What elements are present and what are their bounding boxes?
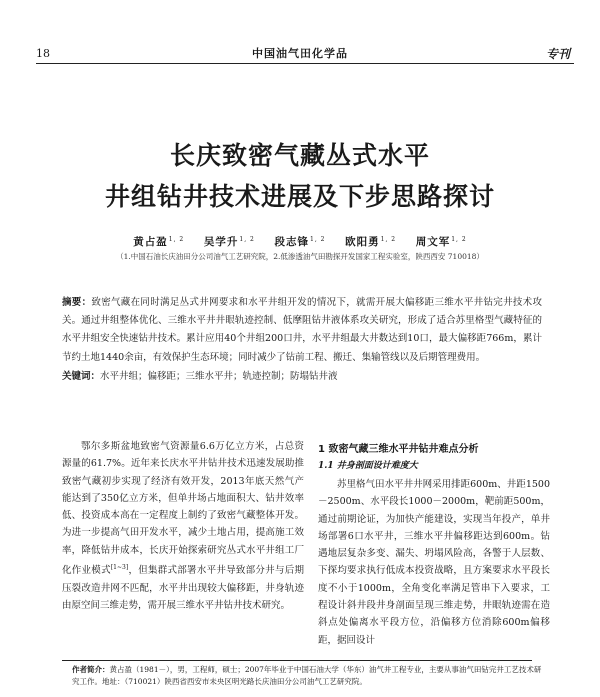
subsection-heading: 1.1 井身剖面设计难度大 (318, 461, 418, 471)
page-number: 18 (36, 47, 50, 60)
section-paragraph: 苏里格气田水平井井网采用排距600m、井距1500－2500m、水平段长1000－2000m，靶前距500m，通过前期论证，为加快产能建设，实现当年投产，单井场部署6口水平井，三维水平井偏移距达到600m。钻遇地层复杂多变、漏失、坍塌风险高，各警于人层数、下探均要求执行低成本投资战略，且方案要求水平段长度不小于1000m，全角变化率满足管串下入要求，工程设计斜井段井身剖面呈现三维走势，井眼轨迹需在造斜点处偏离水平段方位，沿偏移方位消除600m偏移距，据回设计 (318, 479, 550, 646)
footnote-rule (62, 660, 532, 661)
author: 周文军$^{1, 2}$ (415, 235, 467, 248)
author-list (0, 234, 600, 249)
citation: [1~3] (110, 564, 129, 572)
keywords-text: 水平井组；偏移距；三维水平井；轨迹控制；防塌钻井液 (100, 371, 338, 382)
author: 黄占盈$^{1, 2}$ (133, 235, 185, 248)
abstract-label: 摘要： (62, 297, 92, 308)
footnote-text: 黄占盈（1981－），男，工程师，硕士；2007年毕业于中国石油大学（华东）油气井工程专业，主要从事油气田钻完井工艺技术研究工作。地址：（710021）陕西省西安市未央区明光路长庆油田分公司油气工艺研究院。 (72, 665, 542, 686)
footnote-label: 作者简介： (72, 665, 110, 674)
abstract (62, 294, 542, 367)
author: 欧阳勇$^{1, 2}$ (345, 235, 397, 248)
author: 段志锋$^{1, 2}$ (274, 235, 326, 248)
affiliation: （1.中国石油长庆油田分公司油气工艺研究院，2.低渗透油气田勘探开发国家工程实验室，陕西西安 710018） (116, 252, 484, 261)
paper-title-line-1: 长庆致密气藏丛式水平 (169, 141, 430, 170)
abstract-text: 致密气藏在同时满足丛式井网要求和水平井组开发的情况下，就需开展大偏移距三维水平井钻完井技术攻关。通过井组整体优化、三维水平井井眼轨迹控制、低摩阻钻井液体系攻关研究，形成了适合苏里格型气藏特征的水平井组安全快速钻井技术。累计应用40个井组200口井，水平井组最大井数达到10口，最大偏移距766m，累计节约土地1440余亩，有效保护生态环境；同时减少了钻前工程、搬迁、集输管线以及后期管理费用。 (62, 297, 542, 363)
paper-title-line-2: 井组钻井技术进展及下步思路探讨 (104, 182, 495, 211)
author-footnote (72, 664, 542, 688)
journal-name: 中国油气田化学品 (252, 47, 348, 60)
column-label: 专刊 (545, 47, 570, 61)
author: 吴学升$^{1, 2}$ (203, 235, 255, 248)
introduction-paragraph: 鄂尔多斯盆地致密气资源量6.6万亿立方米，占总资源量的61.7%。近年来长庆水平井钻井技术迅速发展助推致密气藏初步实现了经济有效开发，2013年底天然气产能达到了350亿立方米，但单井场占地面积大、钻井效率低、投资成本高在一定程度上制约了致密气藏整体开发。为进一步提高气田开发水平，减少土地占用，提高施工效率，降低钻井成本，长庆开始探索研究丛式水平井组工厂化作业模式[1~3]，但集群式部署水平井导致部分井与后期压裂改造井网不匹配，水平井出现较大偏移距，井身轨迹由原空间三维走势，需开展三维水平井钻井技术研究。 (62, 441, 304, 611)
header-rule (36, 63, 574, 64)
section-heading: 1 致密气藏三维水平井钻井难点分析 (318, 444, 479, 455)
keywords-label: 关键词： (62, 371, 101, 382)
keywords (62, 368, 542, 382)
